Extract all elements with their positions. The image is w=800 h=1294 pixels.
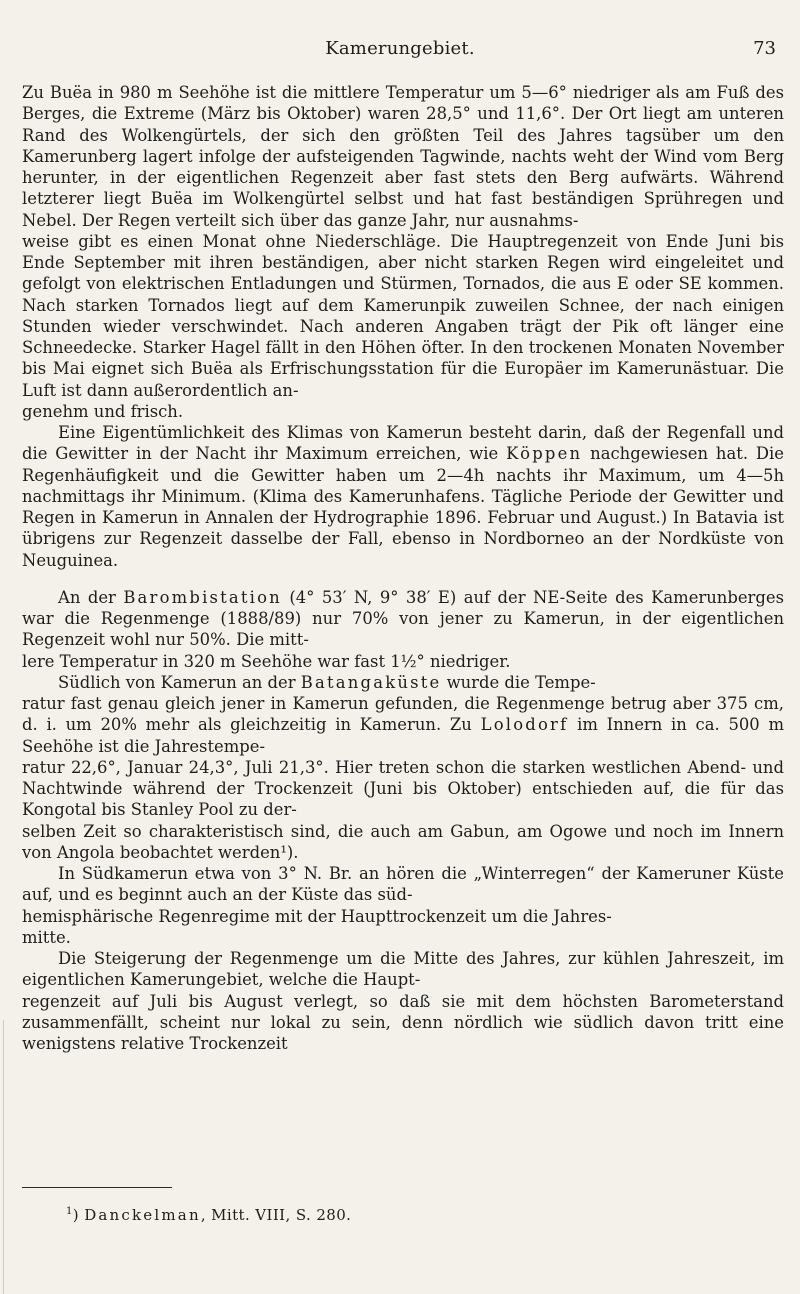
footnote-rule xyxy=(22,1187,172,1188)
text-line: Eine Eigentümlichkeit des Klimas von Kamerun besteht darin, daß xyxy=(58,423,626,442)
paragraph-batanga-coast xyxy=(22,672,784,863)
text-line: Oktober) entschieden auf, die für das Kongotal bis Stanley Pool zu der- xyxy=(22,779,784,820)
text-line: übrigens zur Regenzeit dasselbe der Fall, ebenso in Nordborneo an der xyxy=(22,529,650,549)
text-line: Nordküste von Neuguinea. xyxy=(22,529,784,570)
page-number: 73 xyxy=(753,38,776,59)
text-line: selben Zeit so charakteristisch sind, die auch am Gabun, am Ogowe xyxy=(22,821,608,841)
text-line: zu Kamerun, in der eigentlichen Regenzeit wohl nur 50%. Die mitt- xyxy=(22,609,785,650)
text-line: der Regenfall und die Gewitter in der Nacht ihr Maximum erreichen, wie xyxy=(22,423,784,464)
text-line: An der Barombistation (4° 53′ N, 9° 38′ E) auf der NE-Seite xyxy=(58,587,608,607)
paragraph-barombi-station xyxy=(22,587,784,672)
text-line: mitte. xyxy=(22,927,71,947)
footnote-text: ) Danckelman, Mitt. VIII, S. 280. xyxy=(72,1206,352,1224)
text-line: und Nebel. Der Regen verteilt sich über das ganze Jahr, nur ausnahms- xyxy=(22,189,785,230)
text-line: wieder verschwindet. Nach anderen Angaben trägt der Pik oft länger xyxy=(103,316,738,336)
text-line: der Kameruner Küste auf, und es beginnt auch an der Küste das süd- xyxy=(22,864,784,905)
text-line: In Südkamerun etwa von 3° N. Br. an hören die „Winterregen“ xyxy=(58,864,595,883)
margin-line xyxy=(3,1020,4,1294)
running-header xyxy=(0,38,800,62)
text-line: genehm und frisch. xyxy=(22,401,184,421)
text-line: und noch im Innern von Angola beobachtet werden¹). xyxy=(22,821,785,862)
text-line: hemisphärische Regenregime mit der Haupttrockenzeit um die Jahres- xyxy=(22,906,612,926)
text-line: betrug aber 375 cm, d. i. um 20% mehr als gleichzeitig in Kamerun. xyxy=(22,694,784,735)
text-line: Barometerstand zusammenfällt, scheint nur lokal zu sein, denn xyxy=(22,991,784,1032)
text-line: regenzeit auf Juli bis August verlegt, so daß sie mit dem höchsten xyxy=(22,991,638,1011)
text-line: ratur fast genau gleich jener in Kamerun gefunden, die Regenmenge xyxy=(22,694,605,713)
paragraph-rain-increase xyxy=(22,948,784,1054)
text-line: Regen wird eingeleitet und gefolgt von elektrischen Entladungen und xyxy=(22,253,784,294)
text-line: ratur 22,6°, Januar 24,3°, Juli 21,3°. Hier treten schon die starken xyxy=(22,757,586,777)
text-line: eine Schneedecke. Starker Hagel fällt in den Höhen öfter. In den trockenen xyxy=(22,316,785,357)
text-line: um 2—4h nachts ihr Maximum, um 4—5h nachmittags ihr Minimum. (Klima xyxy=(22,465,785,506)
paragraph-buea xyxy=(22,82,784,422)
text-line: Stürmen, Tornados, die aus E oder SE kommen. Nach starken Tornados xyxy=(22,274,784,315)
text-line: Zu Buëa in 980 m Seehöhe ist die mittlere Temperatur um 5—6° niedriger xyxy=(22,83,650,102)
text-line: nördlich wie südlich davon tritt eine wenigstens relative Trockenzeit xyxy=(22,1012,784,1053)
text-line: liegt auf dem Kamerunpik zuweilen Schnee, der nach einigen Stunden xyxy=(22,295,784,336)
text-line: liegt Buëa im Wolkengürtel selbst und hat fast beständigen Sprühregen xyxy=(103,189,743,209)
text-line: Zu Lolodorf im Innern in ca. 500 m Seehöhe ist die Jahrestempe- xyxy=(22,715,785,756)
text-line: in Annalen der Hydrographie 1896. Februar und August.) In Batavia ist xyxy=(183,508,784,527)
text-line: Ende Juni bis Ende September mit ihren beständigen, aber nicht starken xyxy=(22,231,784,272)
text-line: Die Steigerung der Regenmenge um die Mitte des Jahres, zur xyxy=(58,949,596,968)
running-title: Kamerungebiet. xyxy=(325,38,475,59)
text-line: die Europäer im Kamerunästuar. Die Luft ist dann außerordentlich an- xyxy=(22,359,784,400)
paragraph-south-cameroon xyxy=(22,863,784,948)
text-line: größten Teil des Jahres tagsüber um den Kamerunberg lagert infolge der xyxy=(22,125,785,166)
text-line: kühlen Jahreszeit, im eigentlichen Kamerungebiet, welche die Haupt- xyxy=(22,949,785,990)
text-line: Südlich von Kamerun an der Batangaküste wurde die Tempe- xyxy=(58,672,596,692)
text-line: Monaten November bis Mai eignet sich Buëa als Erfrischungsstation für xyxy=(22,338,784,379)
text-line: weise gibt es einen Monat ohne Niederschläge. Die Hauptregenzeit von xyxy=(22,231,657,251)
text-line: des Kamerunhafens. Tägliche Periode der Gewitter und Regen in Kamerun xyxy=(22,486,784,527)
footnote xyxy=(66,1206,351,1224)
text-line: eigentlichen Regenzeit aber fast stets den Berg aufwärts. Während letzterer xyxy=(22,168,784,209)
body-text xyxy=(22,82,784,1054)
text-line: 11,6°. Der Ort liegt am unteren Rand des Wolkengürtels, der sich den xyxy=(22,104,784,145)
text-line: westlichen Abend- und Nachtwinde während der Trockenzeit (Juni bis xyxy=(22,757,784,798)
footnote-marker: 1 xyxy=(66,1206,73,1217)
text-line: aufsteigenden Tagwinde, nachts weht der Wind vom Berg herunter, in der xyxy=(22,146,784,187)
text-line: Köppen nachgewiesen hat. Die Regenhäufigkeit und die Gewitter haben xyxy=(22,444,784,485)
paragraph-nightly-maximum xyxy=(22,422,784,571)
text-line: lere Temperatur in 320 m Seehöhe war fast 1½° niedriger. xyxy=(22,651,511,671)
text-line: als am Fuß des Berges, die Extreme (März bis Oktober) waren 28,5° und xyxy=(22,83,784,124)
text-line: des Kamerunberges war die Regenmenge (1888/89) nur 70% von jener xyxy=(22,587,784,628)
